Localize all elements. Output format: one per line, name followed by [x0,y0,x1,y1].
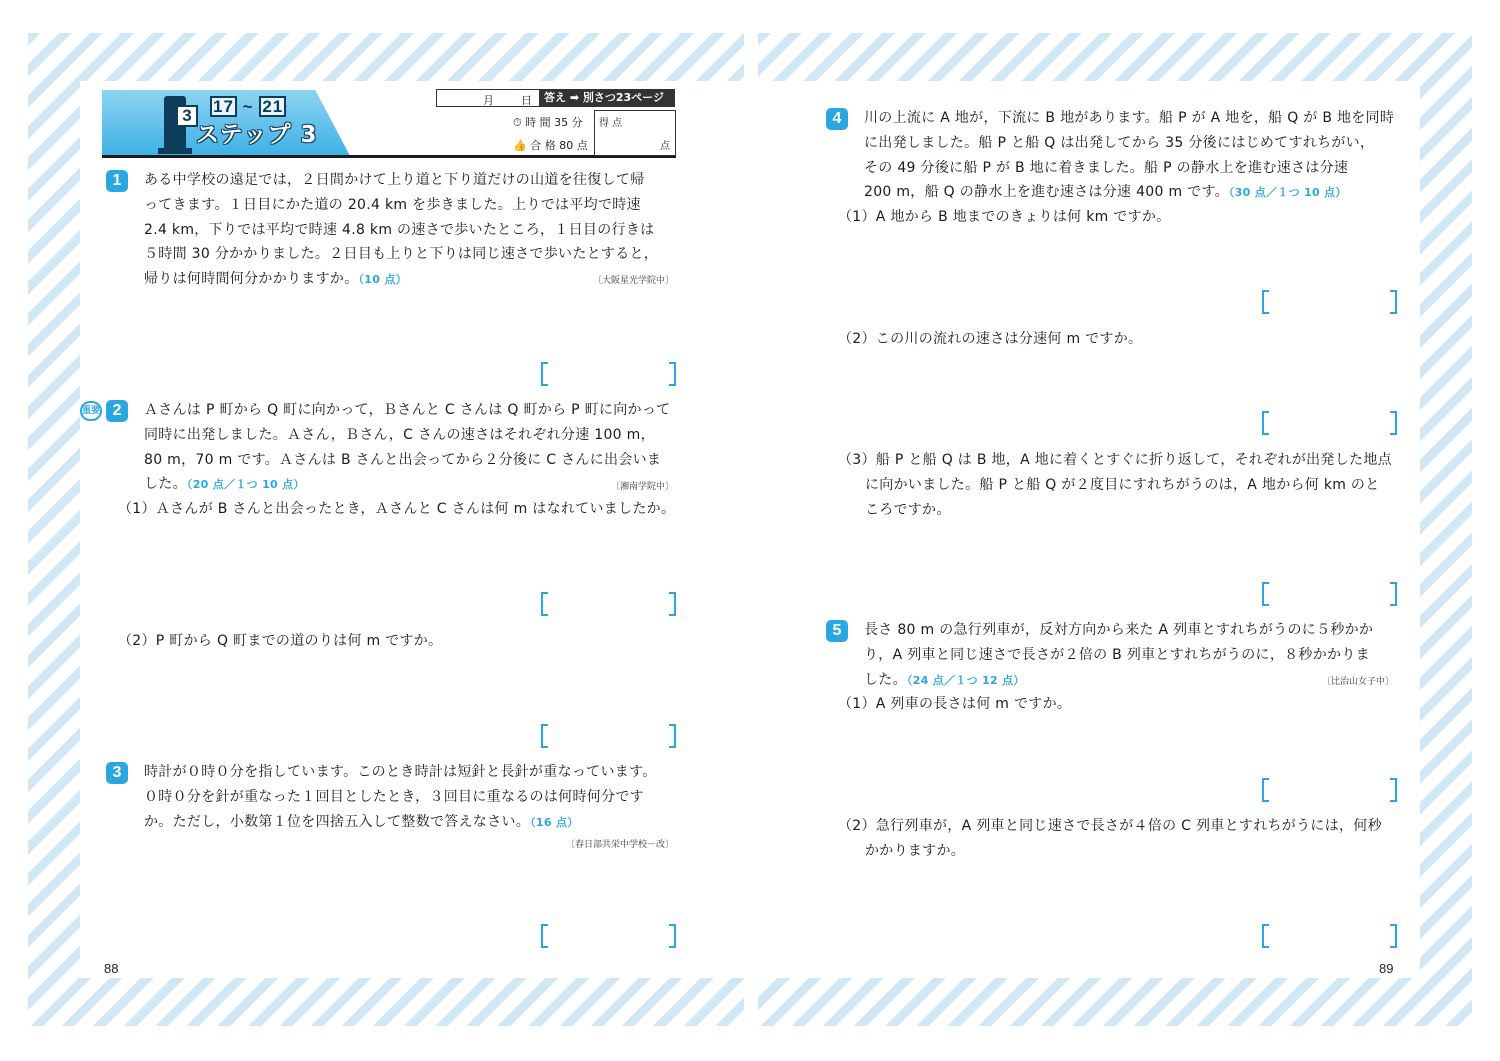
problem-1-line: 2.4 km，下りでは平均で時速 4.8 km の速さで歩いたところ，１日目の行きは [144,221,655,238]
problem-1-line: ５時間 30 分かかりました。２日目も上りと下りは同じ速さで歩いたとすると， [144,246,659,263]
problem-4-line: に出発しました。船 P と船 Q は出発してから 35 分後にはじめてすれちがい， [864,134,1375,151]
problem-5-sub-2-line: かかりますか。 [865,842,966,859]
page-number-left: 88 [104,961,119,976]
problem-5-line: り，A 列車と同じ速さで長さが２倍の B 列車とすれちがうのに，８秒かかりま [864,646,1370,663]
problem-4-line: その 49 分後に船 P が B 地に着きました。船 P の静水上を進む速さは分速 [864,159,1349,176]
problem-5-line: した。 [864,671,907,688]
problem-3-points: （16 点） [530,815,579,829]
answer-bracket-4-3[interactable] [1262,582,1397,604]
answer-bracket-4-2[interactable] [1262,411,1397,433]
answer-bracket-5-1[interactable] [1262,778,1397,800]
problem-number-3: 3 [106,762,128,784]
answer-bracket-4-1[interactable] [1262,290,1397,312]
problem-5-sub-1: （1）A 列車の長さは何 m ですか。 [838,696,1072,712]
date-field [436,89,540,107]
time-limit-text: 時 間 35 分 [525,116,583,129]
step-number: 3 [176,105,198,127]
problem-2-sub-2: （2）P 町から Q 町までの道のりは何 m ですか。 [118,633,443,649]
problem-number-2: 2 [106,400,128,422]
problem-2-points: （20 点／１つ 10 点） [186,478,305,492]
lesson-range [210,96,286,117]
problem-5-sub-2 [838,814,1410,864]
problem-2-line: 80 m，70 m です。Ａさんは B さんと出会ってから２分後に C さんに出会いま [144,451,662,468]
problem-2-sub-1: （1）Ａさんが B さんと出会ったとき，Ａさんと C さんは何 m はなれていましたか。 [118,501,676,517]
important-badge: 重要 [80,401,102,421]
problem-5-source: 〔比治山女子中〕 [1321,677,1394,687]
problem-5-sub-2-line: （2）急行列車が，A 列車と同じ速さで長さが４倍の C 列車とすれちがうには，何秒 [838,818,1382,834]
problem-5-line: 長さ 80 m の急行列車が，反対方向から来た A 列車とすれちがうのに５秒かか [864,622,1374,638]
problem-5-points: （24 点／１つ 12 点） [906,673,1025,687]
problem-4-text [864,106,1409,206]
pass-score-text: 合 格 80 点 [530,139,588,152]
header-rule [102,155,676,158]
problem-2-source: 〔湘南学院中〕 [610,482,674,492]
answer-bracket-2-2[interactable] [541,724,676,746]
month-label: 月 [483,94,494,107]
answer-reference: 答え ➡ 別さつ23ページ [540,89,675,107]
problem-3-line: 時計が０時０分を指しています。このとき時計は短針と長針が重なっています。 [144,764,657,780]
time-limit [513,114,583,130]
problem-4-sub-3-line: （3）船 P と船 Q は B 地，A 地に着くとすぐに折り返して，それぞれが出発した地点 [838,452,1392,468]
range-separator: ~ [242,97,254,116]
answer-bracket-3[interactable] [541,924,676,946]
problem-4-sub-1: （1）A 地から B 地までのきょりは何 km ですか。 [838,209,1171,225]
range-to: 21 [259,96,286,117]
answer-bracket-1[interactable] [541,362,676,384]
pass-score [513,137,588,153]
problem-3-line: ０時０分を針が重なった１回目としたとき，３回目に重なるのは何時何分です [144,788,644,805]
problem-1-line: ある中学校の遠足では，２日間かけて上り道と下り道だけの山道を往復して帰 [144,172,645,188]
step-title: ステップ 3 [196,122,318,148]
problem-3-line: か。ただし，小数第１位を四捨五入して整数で答えなさい。 [144,813,531,830]
problem-number-1: 1 [106,170,128,192]
page-number-right: 89 [1379,961,1394,976]
problem-4-points: （30 点／１つ 10 点） [1228,186,1347,200]
answer-bracket-2-1[interactable] [541,592,676,614]
problem-4-line: 200 m，船 Q の静水上を進む速さは分速 400 m です。 [864,184,1229,201]
problem-1-line: 帰りは何時間何分かかりますか。 [144,271,359,288]
thumbs-up-icon: 👍 [513,139,527,152]
problem-2-text [144,398,684,498]
problem-2-line: Ａさんは P 町から Q 町に向かって，Ｂさんと C さんは Q 町から P 町に向かって [144,402,671,418]
problem-1-points: （10 点） [358,273,407,287]
answer-bracket-5-2[interactable] [1262,924,1397,946]
problem-4-sub-3 [838,448,1410,522]
clock-icon: ⏱ [513,116,522,129]
problem-2-line: した。 [144,476,187,493]
problem-number-4: 4 [826,108,848,130]
problem-3-text [144,760,692,835]
problem-4-line: 川の上流に A 地が，下流に B 地があります。船 P が A 地を，船 Q が B 地を同時 [864,110,1395,126]
problem-4-sub-3-line: に向かいました。船 P と船 Q が２度目にすれちがうのは，A 地から何 km のと [865,476,1380,493]
problem-2-line: 同時に出発しました。Ａさん，Ｂさん，C さんの速さはそれぞれ分速 100 m， [144,426,655,443]
day-label: 日 [521,94,532,107]
score-unit: 点 [660,141,670,152]
score-label: 得 点 [599,118,623,129]
score-field[interactable] [594,110,676,156]
problem-1-source: 〔大阪星光学院中〕 [592,276,674,286]
problem-4-sub-3-line: ころですか。 [865,501,951,518]
range-from: 17 [210,96,237,117]
problem-4-sub-2: （2）この川の流れの速さは分速何 m ですか。 [838,331,1143,347]
problem-number-5: 5 [826,620,848,642]
problem-1-line: ってきます。１日目にかた道の 20.4 km を歩きました。上りでは平均で時速 [144,196,641,213]
problem-3-source: 〔春日部共栄中学校－改〕 [565,840,674,850]
